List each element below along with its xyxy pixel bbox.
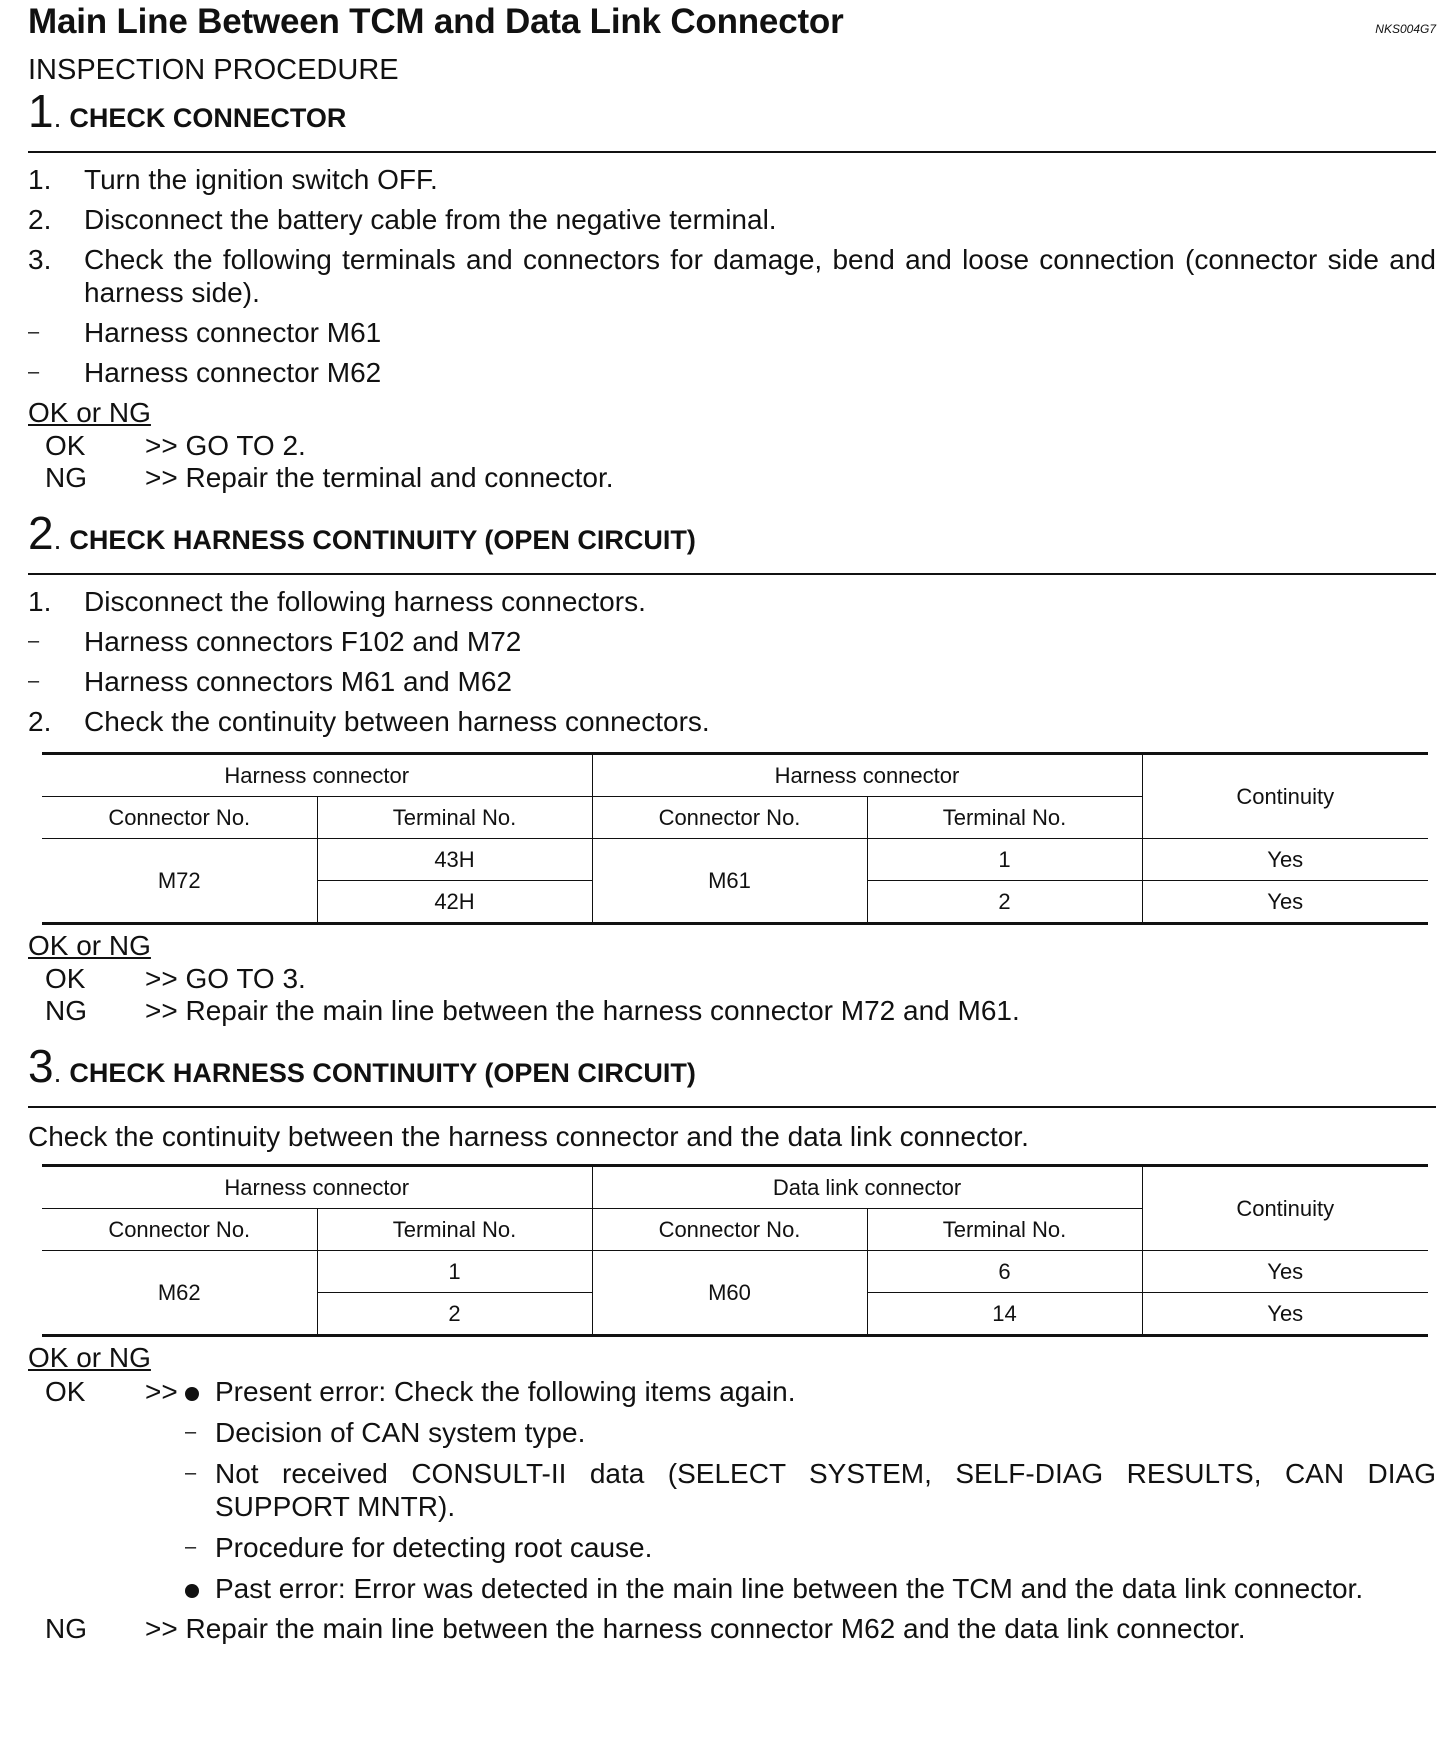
table-cell: M72: [42, 839, 317, 924]
result-ok: OK >> GO TO 3.: [45, 963, 306, 994]
table-cell: 2: [867, 881, 1142, 924]
table-cell: 1: [867, 839, 1142, 881]
step-1-number: 1.: [28, 85, 62, 137]
ok-or-ng-label: OK or NG: [28, 1342, 151, 1373]
result-ng: NG >> Repair the main line between the harness connector M62 and the data link connector.: [45, 1613, 1246, 1644]
continuity-table-1: [42, 752, 1428, 925]
step-3-title: CHECK HARNESS CONTINUITY (OPEN CIRCUIT): [69, 1058, 696, 1088]
ok-or-ng-label: OK or NG: [28, 930, 151, 961]
page-title: Main Line Between TCM and Data Link Connector: [28, 2, 844, 41]
step-2-number: 2.: [28, 507, 62, 559]
table-cell: 2: [317, 1293, 592, 1336]
table-cell: 1: [317, 1251, 592, 1293]
ok-or-ng-label: OK or NG: [28, 397, 151, 428]
table-cell: Yes: [1142, 1293, 1428, 1336]
table-header: Terminal No.: [317, 1209, 592, 1251]
table-header: Connector No.: [42, 797, 317, 839]
table-cell: Yes: [1142, 839, 1428, 881]
table-header-continuity: Continuity: [1142, 1166, 1428, 1251]
table-cell: 43H: [317, 839, 592, 881]
list-item: – Harness connector M61: [28, 317, 382, 348]
table-cell: 14: [867, 1293, 1142, 1336]
table-group-header: Harness connector: [42, 1166, 592, 1209]
list-item: – Decision of CAN system type.: [185, 1417, 586, 1448]
table-group-header: Harness connector: [592, 754, 1142, 797]
step-2-instructions: [28, 585, 1436, 738]
step-1-instructions: [28, 163, 1436, 389]
table-header: Connector No.: [592, 797, 867, 839]
result-ng: NG >> Repair the main line between the harness connector M72 and M61.: [45, 995, 1020, 1026]
step-3-heading: [28, 1040, 1436, 1108]
result-ok: OK >> GO TO 2.: [45, 430, 306, 461]
list-item: – Harness connector M62: [28, 357, 382, 388]
section-subtitle: INSPECTION PROCEDURE: [28, 54, 399, 86]
step-1-title: CHECK CONNECTOR: [69, 103, 347, 133]
list-item: – Not received CONSULT-II data (SELECT SYSTEM, SELF-DIAG RESULTS, CAN DIAG SUPPORT MNTR).: [185, 1458, 1436, 1522]
list-item: 2. Check the continuity between harness connectors.: [28, 706, 710, 737]
table-group-header: Data link connector: [592, 1166, 1142, 1209]
table-cell: 42H: [317, 881, 592, 924]
step-2-title: CHECK HARNESS CONTINUITY (OPEN CIRCUIT): [69, 525, 696, 555]
step-2-heading: [28, 507, 1436, 575]
header: [28, 0, 1436, 44]
result-ok: OK >> Present error: Check the following items again.: [45, 1376, 796, 1407]
document-code: NKS004G7: [1375, 22, 1436, 36]
table-header: Terminal No.: [317, 797, 592, 839]
document-page: [28, 0, 1436, 1645]
table-cell: M60: [592, 1251, 867, 1336]
table-header: Connector No.: [42, 1209, 317, 1251]
table-group-header: Harness connector: [42, 754, 592, 797]
step-3-number: 3.: [28, 1040, 62, 1092]
table-cell: M62: [42, 1251, 317, 1336]
table-cell: Yes: [1142, 881, 1428, 924]
table-cell: Yes: [1142, 1251, 1428, 1293]
continuity-table-2: [42, 1164, 1428, 1337]
list-item: – Harness connectors M61 and M62: [28, 666, 512, 697]
result-ng: NG >> Repair the terminal and connector.: [45, 462, 614, 493]
table-cell: 6: [867, 1251, 1142, 1293]
table-row: [42, 839, 1428, 881]
table-row: [42, 1251, 1428, 1293]
list-item: 2. Disconnect the battery cable from the negative terminal.: [28, 204, 777, 235]
table-header: Terminal No.: [867, 1209, 1142, 1251]
list-item: Past error: Error was detected in the main line between the TCM and the data link connector.: [28, 1572, 1436, 1605]
bullet-icon: [185, 1584, 199, 1598]
table-cell: M61: [592, 839, 867, 924]
list-item: 3. Check the following terminals and connectors for damage, bend and loose connection (connector side and harness side).: [28, 244, 1436, 308]
table-header: Terminal No.: [867, 797, 1142, 839]
list-item: – Harness connectors F102 and M72: [28, 626, 522, 657]
step-1-heading: [28, 85, 1436, 153]
list-item: 1. Disconnect the following harness connectors.: [28, 586, 646, 617]
table-header: Connector No.: [592, 1209, 867, 1251]
step-3-instruction: Check the continuity between the harness connector and the data link connector.: [28, 1121, 1029, 1152]
list-item: – Procedure for detecting root cause.: [185, 1532, 653, 1563]
table-header-continuity: Continuity: [1142, 754, 1428, 839]
list-item: 1. Turn the ignition switch OFF.: [28, 164, 438, 195]
bullet-icon: [185, 1387, 199, 1401]
